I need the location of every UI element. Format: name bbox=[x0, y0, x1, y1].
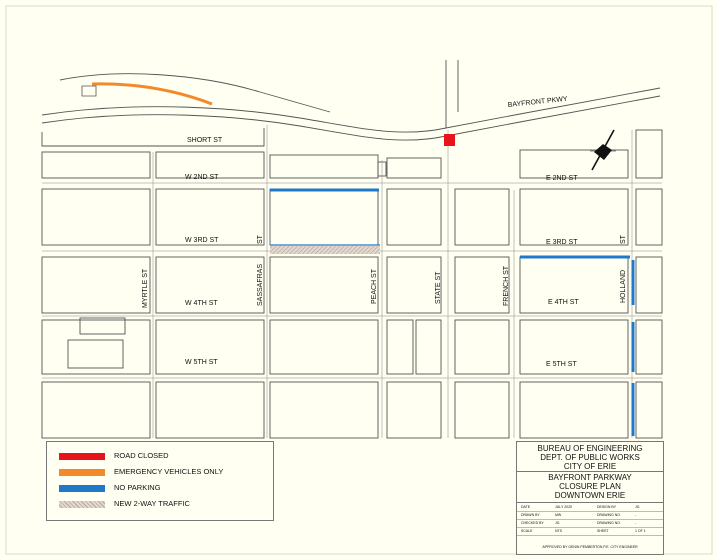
info-key: SCALE bbox=[521, 529, 533, 533]
label-e3rd: E 3RD ST bbox=[546, 239, 578, 246]
legend-label-emergency: EMERGENCY VEHICLES ONLY bbox=[114, 467, 224, 476]
label-sassafras-st: ST bbox=[257, 235, 264, 244]
legend-swatch-orange bbox=[59, 469, 105, 476]
info-key: DESIGN BY bbox=[597, 505, 617, 509]
info-value: JG bbox=[555, 521, 560, 525]
label-sassafras: SASSAFRAS bbox=[257, 263, 264, 306]
info-key: DRAWN BY bbox=[521, 513, 540, 517]
bayfront-parkway bbox=[42, 60, 660, 146]
info-value: NTS bbox=[555, 529, 562, 533]
label-e2nd: E 2ND ST bbox=[546, 175, 578, 182]
map-legend bbox=[46, 441, 274, 521]
info-value: JULY 2020 bbox=[555, 505, 572, 509]
label-bayfront: BAYFRONT PKWY bbox=[507, 95, 568, 109]
label-w2nd: W 2ND ST bbox=[185, 174, 219, 181]
legend-swatch-red bbox=[59, 453, 105, 460]
title-divider bbox=[517, 502, 663, 503]
info-row bbox=[517, 520, 663, 528]
dept-line-3: CITY OF ERIE bbox=[563, 462, 617, 471]
title-divider bbox=[517, 471, 663, 472]
info-row bbox=[517, 504, 663, 512]
two-way-traffic-segment bbox=[270, 246, 380, 254]
plan-line-2: CLOSURE PLAN bbox=[559, 482, 621, 491]
info-key: DRAWING NO. bbox=[597, 513, 621, 517]
title-dept bbox=[517, 444, 663, 471]
legend-label-two-way: NEW 2-WAY TRAFFIC bbox=[114, 499, 190, 508]
label-e4th: E 4TH ST bbox=[548, 299, 579, 306]
label-holland: HOLLAND bbox=[620, 269, 627, 303]
label-short-st: SHORT ST bbox=[187, 137, 223, 144]
emergency-route bbox=[92, 84, 212, 104]
legend-label-no-parking: NO PARKING bbox=[114, 483, 161, 492]
label-french: FRENCH ST bbox=[503, 265, 510, 306]
label-myrtle: MYRTLE ST bbox=[142, 268, 149, 308]
info-value: JG bbox=[635, 505, 640, 509]
info-row bbox=[517, 512, 663, 520]
label-state: STATE ST bbox=[435, 271, 442, 304]
label-w3rd: W 3RD ST bbox=[185, 237, 219, 244]
emergency-building bbox=[82, 86, 96, 96]
info-key: CHECKED BY bbox=[521, 521, 544, 525]
label-peach: PEACH ST bbox=[371, 268, 378, 304]
legend-label-road-closed: ROAD CLOSED bbox=[114, 451, 169, 460]
dept-line-1: BUREAU OF ENGINEERING bbox=[537, 444, 643, 453]
info-value: MW bbox=[555, 513, 562, 517]
title-info-grid bbox=[517, 504, 663, 536]
title-block bbox=[516, 441, 664, 555]
legend-swatch-blue bbox=[59, 485, 105, 492]
label-w4th: W 4TH ST bbox=[185, 300, 218, 307]
info-key: DRAWING NO. bbox=[597, 521, 621, 525]
label-holland-st: ST bbox=[620, 235, 627, 244]
info-value: - bbox=[635, 513, 637, 517]
legend-swatch-hatch bbox=[59, 501, 105, 508]
info-key: DATE bbox=[521, 505, 531, 509]
label-w5th: W 5TH ST bbox=[185, 359, 218, 366]
info-key: SHEET bbox=[597, 529, 609, 533]
plan-line-1: BAYFRONT PARKWAY bbox=[548, 473, 632, 482]
info-row bbox=[517, 528, 663, 536]
street-centerlines bbox=[42, 125, 662, 438]
dept-line-2: DEPT. OF PUBLIC WORKS bbox=[540, 453, 640, 462]
info-value: - bbox=[635, 521, 637, 525]
plan-line-3: DOWNTOWN ERIE bbox=[554, 491, 626, 500]
title-plan bbox=[517, 473, 663, 500]
info-value: 1 OF 1 bbox=[635, 529, 646, 533]
label-e5th: E 5TH ST bbox=[546, 361, 577, 368]
road-closed-marker bbox=[444, 134, 455, 146]
approved-line: APPROVED BY GENIN PEMBERTON P.E. CITY ENGINEER bbox=[542, 545, 638, 549]
